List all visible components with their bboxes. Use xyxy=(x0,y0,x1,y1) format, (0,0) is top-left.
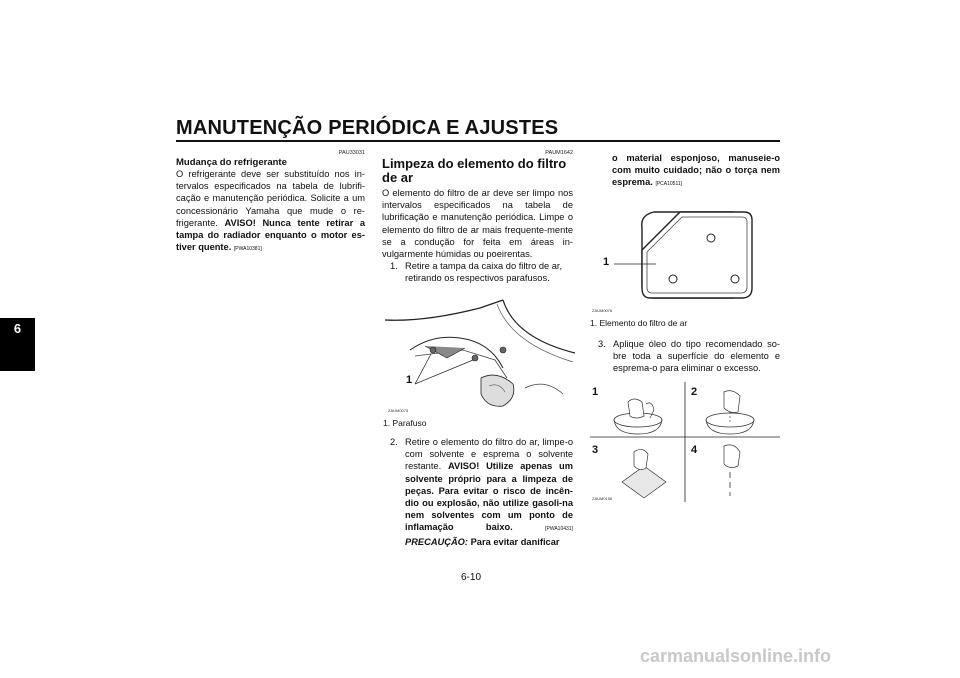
caution-label: PRECAUÇÃO: xyxy=(405,536,469,547)
step-3-block xyxy=(590,338,780,375)
oil-procedure-illustration xyxy=(590,382,780,504)
caution-code: [PCA10511] xyxy=(655,181,683,188)
warning-code: [PWA10381] xyxy=(233,246,262,253)
step-1 xyxy=(390,260,573,284)
caution-text: o material esponjoso, manuseie-o com muito cuidado; não o torça nem esprema. xyxy=(612,153,780,188)
figure-callout: 1 xyxy=(406,374,413,386)
warning-text: AVISO! Nunca tente retirar a tampa do radiador enquanto o motor es-tiver quente. xyxy=(176,217,365,253)
step-text: Retire a tampa da caixa do filtro de ar, retirando os respectivos parafusos. xyxy=(405,261,563,284)
step-2-block xyxy=(382,436,573,548)
section-air-filter xyxy=(382,150,573,285)
section-heading: Mudança do refrigerante xyxy=(176,157,287,168)
panel-label-3: 3 xyxy=(592,444,599,456)
page-number: 6-10 xyxy=(461,572,482,583)
figure-oil-procedure xyxy=(590,382,780,504)
figure-code: ZAUM0076 xyxy=(592,308,613,313)
chapter-tab: 6 xyxy=(0,318,35,371)
figure-callout: 1 xyxy=(603,256,610,268)
panel-label-2: 2 xyxy=(691,386,698,398)
section-heading: Limpeza do elemento do filtro de ar xyxy=(382,156,567,185)
warning-code: [PWA10431] xyxy=(545,526,573,533)
step-2 xyxy=(390,436,573,548)
caution-text: Para evitar danificar xyxy=(470,536,560,547)
step-body: Retire o elemento do filtro do ar, limpe-o com solvente e esprema o solvente restante. xyxy=(405,437,573,472)
figure-code: ZAUM0075 xyxy=(388,408,409,413)
step-text xyxy=(405,436,573,548)
bolts-illustration xyxy=(385,298,575,416)
paragraph xyxy=(176,168,365,255)
title-rule xyxy=(176,140,780,142)
section-code: PAUM1642 xyxy=(545,150,573,156)
figure-caption: 1. Parafuso xyxy=(383,418,427,428)
step-number: 3. xyxy=(598,339,606,349)
caution-continued xyxy=(612,152,780,191)
section-code: PAU33031 xyxy=(338,150,365,156)
warning-text: AVISO! Utilize apenas um solvente próprio para a limpeza de peças. Para evitar o risco de incên-dio ou explosão, não utilize gasoli-na nem solventes com um ponto de inflamação baixo. xyxy=(405,461,573,533)
step-number: 2. xyxy=(390,437,398,447)
figure-caption: 1. Elemento do filtro de ar xyxy=(590,318,688,328)
panel-label-1: 1 xyxy=(592,386,599,398)
step-number: 1. xyxy=(390,261,398,272)
watermark: carmanualsonline.info xyxy=(640,646,832,666)
figure-code: ZAUM0156 xyxy=(592,496,613,501)
step-text: Aplique óleo do tipo recomendado so-bre toda a superfície do elemento e esprema-o para eliminar o excesso. xyxy=(613,339,780,374)
step-3 xyxy=(598,338,780,375)
figure-filter-element xyxy=(590,200,780,312)
intro-paragraph: O elemento do filtro de ar deve ser limpo nos intervalos especificados na tabela de lubrificação e manutenção periódica. Limpe o elemento do filtro de ar mais frequente-mente se a condução for feita em áreas in-vulgarmente húmidas ou poeirentas. xyxy=(382,188,573,260)
filter-element-illustration xyxy=(590,200,780,312)
panel-label-4: 4 xyxy=(691,444,698,456)
body-text: O refrigerante deve ser substituído nos in-tervalos especificados na tabela de lubrifi-cação e manutenção periódica. Solicite a um concessionário Yamaha que mude o re-frigerante. xyxy=(176,169,365,228)
figure-bolts xyxy=(385,298,575,416)
page-title: MANUTENÇÃO PERIÓDICA E AJUSTES xyxy=(176,117,559,139)
section-coolant xyxy=(176,150,365,255)
